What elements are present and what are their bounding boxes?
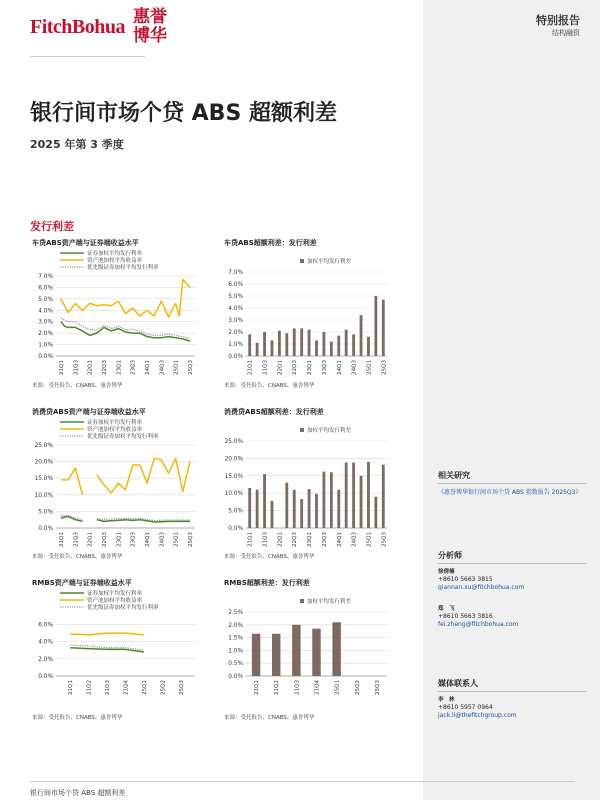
chart-title-consumer-spread: 消费贷ABS超额利差：发行利差 [224, 408, 324, 416]
y-tick-label: 4.0% [228, 306, 243, 312]
y-tick-label: 0.0% [38, 526, 53, 532]
bar [323, 472, 326, 528]
bar [256, 490, 259, 528]
x-tick-label: 21Q3 [105, 680, 112, 695]
x-tick-label: 25Q1 [141, 680, 148, 695]
x-tick-label: 23Q1 [307, 360, 314, 375]
x-tick-label: 21Q1 [68, 680, 75, 695]
fitchbohua-logo [30, 8, 170, 46]
x-tick-label: 23Q3 [130, 532, 137, 547]
bar [248, 334, 251, 356]
x-tick-label: 21Q2 [86, 680, 93, 695]
x-tick-label: 22Q1 [277, 360, 284, 375]
x-tick-label: 21Q1 [59, 532, 65, 547]
consumer-spread-bar-chart [222, 417, 392, 550]
chart-title-consumer-rates: 消费贷ABS资产端与证券端收益水平 [32, 408, 146, 416]
analyst-email[interactable]: qiannan.xu@fitchbohua.com [438, 584, 525, 591]
legend-swatch [300, 599, 304, 603]
bar [300, 328, 303, 356]
logo-divider [30, 56, 145, 57]
y-tick-label: 0.0% [228, 674, 243, 680]
y-tick-label: 4.0% [38, 639, 53, 646]
x-tick-label: 21Q4 [123, 680, 130, 695]
y-tick-label: 2.0% [228, 330, 243, 336]
y-tick-label: 5.0% [38, 509, 53, 516]
bar [332, 622, 340, 676]
bar [330, 342, 333, 356]
y-tick-label: 20.0% [224, 456, 243, 463]
chart-title-auto-rates: 车贷ABS资产端与证券端收益水平 [32, 239, 139, 247]
footer-text: 银行间市场个贷 ABS 超额利差 [30, 789, 126, 797]
bar [337, 490, 340, 528]
y-tick-label: 0.0% [38, 674, 53, 680]
y-tick-label: 5.0% [38, 296, 53, 303]
y-tick-label: 5.0% [228, 294, 243, 300]
bar [292, 625, 300, 676]
bar [278, 331, 281, 356]
x-tick-label: 25Q1 [366, 532, 373, 547]
media-contact-name: 李 林 [438, 697, 455, 703]
legend-label: 加权平均发行利差 [307, 599, 352, 605]
sidebar-divider [438, 563, 586, 564]
legend-label: 优先级证券加权平均发行利率 [87, 265, 159, 271]
legend-swatch [300, 259, 304, 263]
bar [382, 465, 385, 528]
bar [352, 463, 355, 528]
y-tick-label: 20.0% [34, 459, 53, 466]
x-tick-label: 21Q1 [247, 360, 254, 375]
legend-label: 加权平均发行利差 [307, 428, 352, 434]
y-tick-label: 10.0% [224, 491, 243, 498]
x-tick-label: 21Q3 [262, 532, 269, 547]
chart-title-rmbs-spread: RMBS超额利差：发行利差 [224, 579, 310, 587]
analyst-phone: +8610 5663 3816 [438, 613, 493, 620]
x-tick-label: 23Q1 [307, 532, 314, 547]
x-tick-label: 25Q3 [178, 680, 185, 695]
auto-rates-line-chart [30, 248, 200, 375]
sidebar-divider [438, 483, 586, 484]
x-tick-label: 21Q1 [254, 680, 261, 695]
x-tick-label: 21Q3 [294, 680, 301, 695]
bar [271, 501, 274, 528]
x-tick-label: 25Q1 [366, 360, 373, 375]
bar [337, 336, 340, 356]
rmbs-rates-line-chart [30, 588, 200, 706]
media-contact-email[interactable]: jack.li@thefitchgroup.com [438, 712, 517, 719]
legend-label: 优先级证券加权平均发行利率 [87, 605, 159, 611]
y-tick-label: 0.0% [228, 354, 243, 360]
x-tick-label: 21Q3 [262, 360, 269, 375]
legend-label: 加权平均发行利差 [307, 259, 352, 265]
y-tick-label: 5.0% [228, 508, 243, 515]
bar [360, 476, 363, 528]
chart-source-consumer-spread: 来源：受托报告、CNABS、惠誉博华 [224, 554, 315, 560]
x-tick-label: 21Q1 [59, 360, 65, 375]
chart-source-consumer-rates: 来源：受托报告、CNABS、惠誉博华 [32, 554, 123, 560]
bar [263, 474, 266, 528]
bar [308, 330, 311, 356]
chart-source-auto-rates: 来源：受托报告、CNABS、惠誉博华 [32, 383, 123, 389]
related-research-heading: 相关研究 [438, 471, 470, 480]
logo-cn-line2: 博华 [133, 26, 168, 46]
chart-source-rmbs-spread: 来源：受托报告、CNABS、惠誉博华 [224, 715, 315, 721]
x-tick-label: 25Q1 [173, 532, 180, 547]
y-tick-label: 25.0% [34, 443, 53, 449]
analyst-email[interactable]: fei.zheng@fitchbohua.com [438, 621, 519, 628]
y-tick-label: 4.0% [38, 308, 53, 315]
legend-label: 资产池加权平均收益率 [87, 427, 143, 433]
bar [374, 296, 377, 356]
bar [272, 634, 280, 676]
chart-source-auto-spread: 来源：受托报告、CNABS、惠誉博华 [224, 383, 315, 389]
y-tick-label: 6.0% [228, 282, 243, 288]
x-tick-label: 21Q3 [73, 360, 80, 375]
bar [256, 343, 259, 356]
analyst-name: 徐倩楠 [438, 569, 455, 575]
x-tick-label: 22Q1 [87, 360, 94, 375]
series-line [70, 633, 144, 635]
x-tick-label: 25Q2 [354, 680, 361, 695]
y-tick-label: 6.0% [38, 285, 53, 292]
x-tick-label: 25Q1 [173, 360, 180, 375]
x-tick-label: 22Q3 [292, 532, 299, 547]
x-tick-label: 22Q1 [277, 532, 284, 547]
bar [323, 332, 326, 356]
media-contact-heading: 媒体联系人 [438, 679, 478, 688]
bar [285, 483, 288, 528]
series-line [97, 458, 190, 493]
y-tick-label: 1.0% [228, 342, 243, 348]
x-tick-label: 22Q3 [102, 532, 108, 547]
bar [330, 472, 333, 528]
auto-spread-bar-chart [222, 248, 392, 375]
x-tick-label: 23Q1 [116, 532, 123, 547]
x-tick-label: 24Q1 [336, 532, 343, 547]
bar [293, 490, 296, 528]
x-tick-label: 24Q1 [336, 360, 343, 375]
bar [345, 463, 348, 528]
bar [315, 494, 318, 528]
series-line [61, 318, 190, 339]
x-tick-label: 23Q3 [130, 360, 137, 375]
bar [263, 332, 266, 356]
bar [352, 334, 355, 356]
y-tick-label: 6.0% [38, 622, 53, 629]
legend-label: 优先级证券加权平均发行利率 [87, 434, 159, 440]
bar [367, 462, 370, 528]
page-subtitle: 2025 年第 3 季度 [30, 138, 124, 151]
y-tick-label: 2.0% [228, 622, 243, 629]
series-line [61, 516, 83, 521]
legend-label: 证券加权平均发行利率 [87, 251, 143, 257]
chart-source-rmbs-rates: 来源：受托报告、CNABS、惠誉博华 [32, 715, 123, 721]
media-contact-phone: +8610 5957 0964 [438, 704, 493, 711]
x-tick-label: 21Q3 [73, 532, 80, 547]
logo-cn-line1: 惠誉 [133, 7, 168, 27]
section-heading: 发行利差 [30, 220, 74, 233]
y-tick-label: 1.5% [228, 635, 243, 642]
bar [293, 328, 296, 356]
bar [308, 489, 311, 528]
bar [315, 340, 318, 356]
sidebar-divider [438, 691, 586, 692]
bar [312, 629, 320, 676]
y-tick-label: 3.0% [38, 319, 53, 326]
y-tick-label: 0.0% [228, 526, 243, 532]
page-title: 银行间市场个贷 ABS 超额利差 [30, 101, 337, 126]
y-tick-label: 2.5% [228, 610, 243, 616]
analysts-heading: 分析师 [438, 551, 462, 560]
rmbs-spread-bar-chart [222, 588, 392, 706]
bar [271, 340, 274, 356]
legend-label: 资产池加权平均收益率 [87, 598, 143, 604]
bar [252, 634, 260, 676]
logo-text: FitchBohua [30, 15, 126, 38]
bar [285, 333, 288, 356]
x-tick-label: 25Q1 [334, 680, 341, 695]
legend-label: 资产池加权平均收益率 [87, 258, 143, 264]
legend-label: 证券加权平均发行利率 [87, 420, 143, 426]
series-line [61, 322, 190, 341]
bar [382, 300, 385, 356]
x-tick-label: 24Q1 [145, 360, 151, 375]
report-type: 特别报告 [536, 14, 580, 27]
x-tick-label: 23Q3 [321, 360, 328, 375]
x-tick-label: 24Q3 [351, 360, 358, 375]
y-tick-label: 25.0% [224, 439, 243, 445]
bar [374, 497, 377, 528]
x-tick-label: 21Q4 [314, 680, 321, 695]
y-tick-label: 0.0% [38, 354, 53, 360]
x-tick-label: 25Q3 [381, 532, 388, 547]
y-tick-label: 3.0% [228, 318, 243, 324]
x-tick-label: 23Q3 [321, 532, 328, 547]
logo-cn [130, 8, 170, 46]
x-tick-label: 24Q3 [159, 360, 166, 375]
x-tick-label: 21Q2 [274, 680, 281, 695]
x-tick-label: 23Q1 [116, 360, 123, 375]
bar [360, 315, 363, 356]
bar [300, 499, 303, 528]
analyst-phone: +8610 5663 3815 [438, 576, 493, 583]
chart-title-auto-spread: 车贷ABS超额利差：发行利差 [224, 239, 317, 247]
x-tick-label: 22Q3 [292, 360, 299, 375]
x-tick-label: 25Q3 [381, 360, 388, 375]
y-tick-label: 7.0% [228, 270, 243, 276]
x-tick-label: 22Q1 [87, 532, 94, 547]
report-subtype: 结构融资 [552, 29, 580, 37]
consumer-rates-line-chart [30, 417, 200, 550]
bar [367, 337, 370, 356]
bar [345, 330, 348, 356]
x-tick-label: 22Q3 [102, 360, 108, 375]
y-tick-label: 15.0% [34, 476, 53, 483]
legend-swatch [300, 428, 304, 432]
x-tick-label: 24Q1 [145, 532, 151, 547]
related-research-link[interactable]: 《惠誉博华银行间市场个贷 ABS 指数报告 2025Q3》 [438, 489, 582, 496]
x-tick-label: 24Q3 [159, 532, 166, 547]
y-tick-label: 2.0% [38, 656, 53, 663]
x-tick-label: 25Q2 [160, 680, 167, 695]
y-tick-label: 1.0% [228, 648, 243, 655]
y-tick-label: 0.5% [228, 661, 243, 668]
y-tick-label: 15.0% [224, 473, 243, 480]
legend-label: 证券加权平均发行利率 [87, 591, 143, 597]
x-tick-label: 24Q3 [351, 532, 358, 547]
x-tick-label: 25Q3 [188, 360, 194, 375]
x-tick-label: 25Q3 [188, 532, 194, 547]
analyst-name: 郑 飞 [438, 606, 455, 612]
y-tick-label: 7.0% [38, 274, 53, 280]
series-line [61, 279, 190, 317]
bar [248, 488, 251, 528]
y-tick-label: 1.0% [38, 342, 53, 349]
y-tick-label: 10.0% [34, 492, 53, 499]
chart-title-rmbs-rates: RMBS资产端与证券端收益水平 [32, 579, 132, 587]
x-tick-label: 25Q3 [374, 680, 381, 695]
y-tick-label: 2.0% [38, 331, 53, 338]
series-line [61, 468, 83, 495]
x-tick-label: 21Q1 [247, 532, 254, 547]
footer-divider [30, 781, 575, 782]
